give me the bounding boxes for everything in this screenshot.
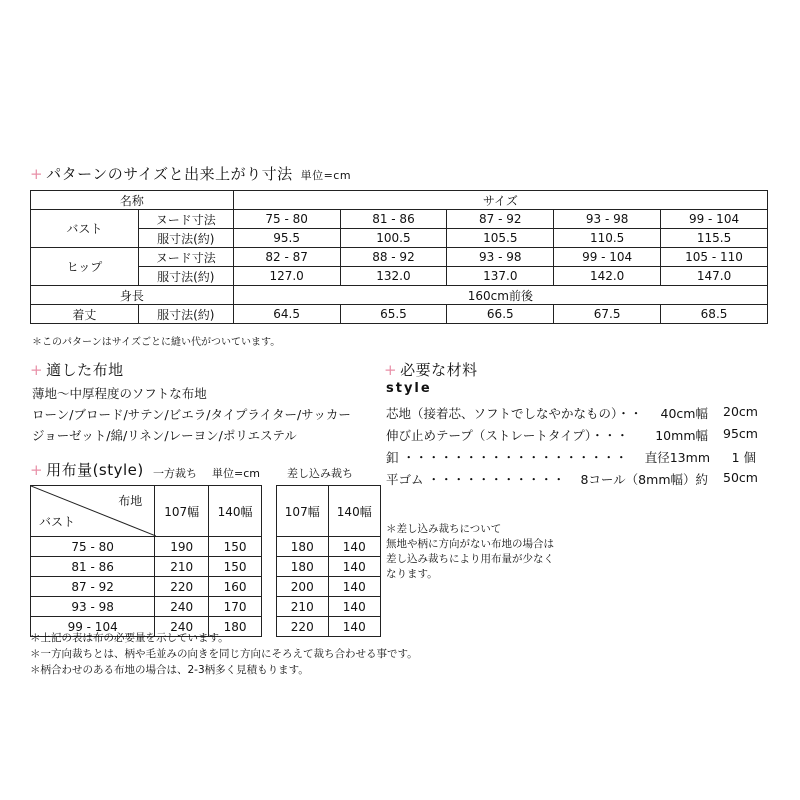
table-cell: 210 [155, 557, 209, 577]
seam-allowance-note: ＊このパターンはサイズごとに縫い代がついています。 [32, 337, 281, 348]
material-item: 芯地（接着芯、ソフトでしなやかなもの）・・ 40cm幅 20cm [386, 404, 758, 421]
col-header: 140幅 [328, 486, 381, 537]
style-label: style [386, 381, 432, 396]
table-cell: 64.5 [233, 305, 340, 324]
col-header: 140幅 [209, 486, 262, 537]
header-sizes: サイズ [233, 191, 767, 210]
table-cell: 220 [155, 577, 209, 597]
size-section-title: + パターンのサイズと出来上がり寸法 単位=cm [30, 165, 352, 183]
material-item: 釦 ・・・・・・・・・・・・・・・・・・ 直径13mm 1 個 [386, 450, 756, 465]
table-cell: 99 - 104 [554, 248, 661, 267]
table-cell: 66.5 [447, 305, 554, 324]
one-way-table [30, 485, 262, 637]
sub-label: 服寸法(約) [138, 267, 233, 286]
sub-label: 服寸法(約) [138, 305, 233, 324]
table-cell: 240 [155, 617, 209, 637]
table-cell: 142.0 [554, 267, 661, 286]
table-cell: 200 [277, 577, 329, 597]
table-cell: 105.5 [447, 229, 554, 248]
header-name: 名称 [31, 191, 234, 210]
table-cell: 140 [328, 557, 381, 577]
table-cell: 81 - 86 [340, 210, 447, 229]
sub-label: ヌード寸法 [138, 210, 233, 229]
table-cell: 140 [328, 617, 381, 637]
material-item: 伸び止めテープ（ストレートタイプ）・・・ 10mm幅 95cm [386, 426, 758, 443]
table-cell: 95.5 [233, 229, 340, 248]
one-way-label: 一方裁ち [153, 467, 197, 480]
plus-icon: + [384, 361, 398, 379]
table-cell: 150 [209, 537, 262, 557]
table-cell: 240 [155, 597, 209, 617]
table-cell: 87 - 92 [447, 210, 554, 229]
table-cell: 147.0 [661, 267, 768, 286]
table-cell: 88 - 92 [340, 248, 447, 267]
table-cell: 140 [328, 597, 381, 617]
sub-label: ヌード寸法 [138, 248, 233, 267]
interlock-label: 差し込み裁ち [287, 467, 353, 480]
table-cell: 180 [277, 537, 329, 557]
table-cell: 132.0 [340, 267, 447, 286]
corner-cell: 布地 バスト [31, 486, 155, 537]
table-cell: 210 [277, 597, 329, 617]
table-cell: 68.5 [661, 305, 768, 324]
table-cell: 100.5 [340, 229, 447, 248]
material-item: 平ゴム ・・・・・・・・・・・ 8コール（8mm幅）約 50cm [386, 470, 758, 487]
size-cell: 99 - 104 [31, 617, 155, 637]
table-cell: 140 [328, 537, 381, 557]
fabric-line: ジョーゼット/綿/リネン/レーヨン/ポリエステル [32, 428, 297, 443]
row-label-bust: バスト [31, 210, 139, 248]
size-cell: 93 - 98 [31, 597, 155, 617]
table-cell: 99 - 104 [661, 210, 768, 229]
size-cell: 81 - 86 [31, 557, 155, 577]
interlock-table [276, 485, 381, 637]
table-cell: 82 - 87 [233, 248, 340, 267]
interlock-note: ＊差し込み裁ちについて 無地や柄に方向がない布地の場合は 差し込み裁ちにより用布量が少なく なります。 [386, 523, 554, 580]
table-cell: 65.5 [340, 305, 447, 324]
table-cell: 115.5 [661, 229, 768, 248]
col-header: 107幅 [155, 486, 209, 537]
table-cell: 105 - 110 [661, 248, 768, 267]
table-cell: 160 [209, 577, 262, 597]
fabric-section-title: + 適した布地 [30, 361, 124, 379]
unit-label: 単位=cm [300, 169, 352, 182]
yardage-section-title: + 用布量(style) [30, 461, 144, 479]
table-cell: 220 [277, 617, 329, 637]
unit-label: 単位=cm [212, 467, 260, 480]
materials-section-title: + 必要な材料 [384, 361, 478, 379]
plus-icon: + [30, 361, 44, 379]
yardage-notes: ＊上記の表は布の必要量を示しています。 ＊一方向裁ちとは、柄や毛並みの向きを同じ方向にそろえて裁ち合わせる事です。 ＊柄合わせのある布地の場合は、2-3柄多く見積もります。 [30, 632, 418, 676]
size-cell: 87 - 92 [31, 577, 155, 597]
fabric-line: 薄地〜中厚程度のソフトな布地 [32, 386, 207, 401]
sub-label: 服寸法(約) [138, 229, 233, 248]
table-cell: 180 [277, 557, 329, 577]
fabric-line: ローン/ブロード/サテン/ビエラ/タイプライター/サッカー [32, 407, 351, 422]
table-cell: 75 - 80 [233, 210, 340, 229]
table-cell: 170 [209, 597, 262, 617]
table-cell: 180 [209, 617, 262, 637]
table-cell: 67.5 [554, 305, 661, 324]
height-value: 160cm前後 [233, 286, 767, 305]
col-header: 107幅 [277, 486, 329, 537]
row-label-height: 身長 [31, 286, 234, 305]
table-cell: 140 [328, 577, 381, 597]
size-cell: 75 - 80 [31, 537, 155, 557]
size-table [30, 190, 768, 324]
table-cell: 137.0 [447, 267, 554, 286]
row-label-hip: ヒップ [31, 248, 139, 286]
table-cell: 93 - 98 [554, 210, 661, 229]
table-cell: 190 [155, 537, 209, 557]
plus-icon: + [30, 165, 44, 183]
table-cell: 127.0 [233, 267, 340, 286]
plus-icon: + [30, 461, 44, 479]
table-cell: 110.5 [554, 229, 661, 248]
table-cell: 93 - 98 [447, 248, 554, 267]
table-cell: 150 [209, 557, 262, 577]
row-label-length: 着丈 [31, 305, 139, 324]
